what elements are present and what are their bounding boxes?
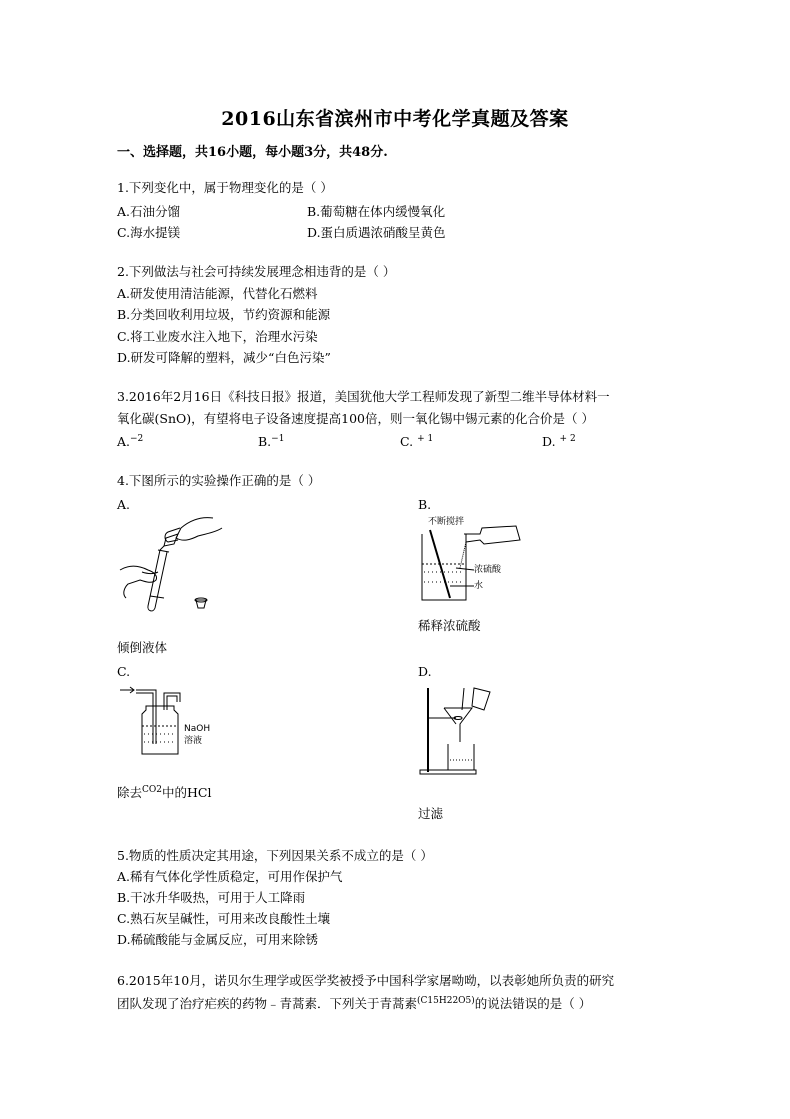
question-6-stem-line1: 6.2015年10月，诺贝尔生理学或医学奖被授予中国科学家屠呦呦，以表彰她所负责的研究: [117, 973, 615, 988]
question-4-option-a: A.: [117, 497, 131, 512]
question-3-stem-line2: 氧化碳(SnO)，有望将电子设备速度提高100倍，则一氧化锡中锡元素的化合价是（ ）: [117, 411, 594, 426]
water-label: 水: [474, 581, 484, 591]
formula-artemisinin: (C15H22O5): [417, 996, 475, 1006]
figure-a-caption: 倾倒液体: [117, 640, 168, 655]
question-5-stem: 5.物质的性质决定其用途，下列因果关系不成立的是（ ）: [117, 848, 433, 863]
question-2-option-a: A.研发使用清洁能源，代替化石燃料: [117, 286, 318, 301]
section-heading: 一、选择题，共16小题，每小题3分，共48分.: [117, 145, 388, 160]
question-3-option-c: [400, 434, 433, 452]
solution-label: 溶液: [184, 736, 203, 746]
question-6-stem-line2: [117, 996, 591, 1014]
acid-label: 浓硫酸: [474, 565, 502, 575]
question-2-option-b: B.分类回收利用垃圾，节约资源和能源: [117, 307, 331, 322]
question-1-stem: 1.下列变化中，属于物理变化的是（ ）: [117, 180, 333, 195]
question-1-option-a: A.石油分馏: [117, 204, 181, 219]
question-5-option-b: B.干冰升华吸热，可用于人工降雨: [117, 890, 306, 905]
page-title: 2016山东省滨州市中考化学真题及答案: [221, 108, 569, 130]
question-4-stem: 4.下图所示的实验操作正确的是（ ）: [117, 473, 321, 488]
stem-suffix: 的说法错误的是（ ）: [474, 996, 592, 1011]
question-1-option-c: C.海水提镁: [117, 225, 181, 240]
question-5-option-c: C.熟石灰呈碱性，可用来改良酸性土壤: [117, 911, 331, 926]
option-label: D.: [542, 434, 556, 449]
question-2-option-c: C.将工业废水注入地下，治理水污染: [117, 329, 318, 344]
pouring-liquid-figure: [118, 510, 228, 618]
question-4-option-c: C.: [117, 664, 131, 679]
question-3-stem-line1: 3.2016年2月16日《科技日报》报道，美国犹他大学工程师发现了新型二维半导体材料一: [117, 389, 610, 404]
question-4-option-b: B.: [418, 497, 432, 512]
figure-d-caption: 过滤: [418, 806, 444, 821]
dilute-acid-figure: [418, 512, 528, 607]
valence-value: −2: [130, 434, 144, 444]
filtration-figure: [418, 684, 498, 776]
valence-value: −1: [271, 434, 285, 444]
valence-value: + 2: [559, 434, 576, 444]
question-3-option-a: [117, 434, 143, 452]
stem-prefix: 团队发现了治疗疟疾的药物﹣青蒿素．下列关于青蒿素: [117, 996, 418, 1011]
option-label: A.: [117, 434, 131, 449]
question-4-option-d: D.: [418, 664, 432, 679]
question-5-option-a: A.稀有气体化学性质稳定，可用作保护气: [117, 869, 343, 884]
caption-prefix: 除去: [117, 785, 143, 800]
valence-value: + 1: [417, 434, 434, 444]
question-1-option-b: B.葡萄糖在体内缓慢氧化: [307, 204, 446, 219]
question-5-option-d: D.稀硫酸能与金属反应，可用来除锈: [117, 932, 319, 947]
option-label: B.: [258, 434, 272, 449]
question-3-option-d: [542, 434, 576, 452]
formula-co2: CO2: [142, 785, 163, 795]
figure-c-caption: [117, 785, 211, 803]
caption-suffix: 中的HCl: [162, 785, 212, 800]
stir-label: 不断搅拌: [428, 517, 465, 527]
figure-b-caption: 稀释浓硫酸: [418, 618, 481, 633]
option-label: C.: [400, 434, 414, 449]
question-3-option-b: [258, 434, 284, 452]
question-2-option-d: D.研发可降解的塑料，减少“白色污染”: [117, 350, 331, 365]
gas-wash-bottle-figure: [118, 680, 228, 760]
naoh-label: NaOH: [184, 724, 211, 734]
question-1-option-d: D.蛋白质遇浓硝酸呈黄色: [307, 225, 446, 240]
question-2-stem: 2.下列做法与社会可持续发展理念相违背的是（ ）: [117, 264, 396, 279]
